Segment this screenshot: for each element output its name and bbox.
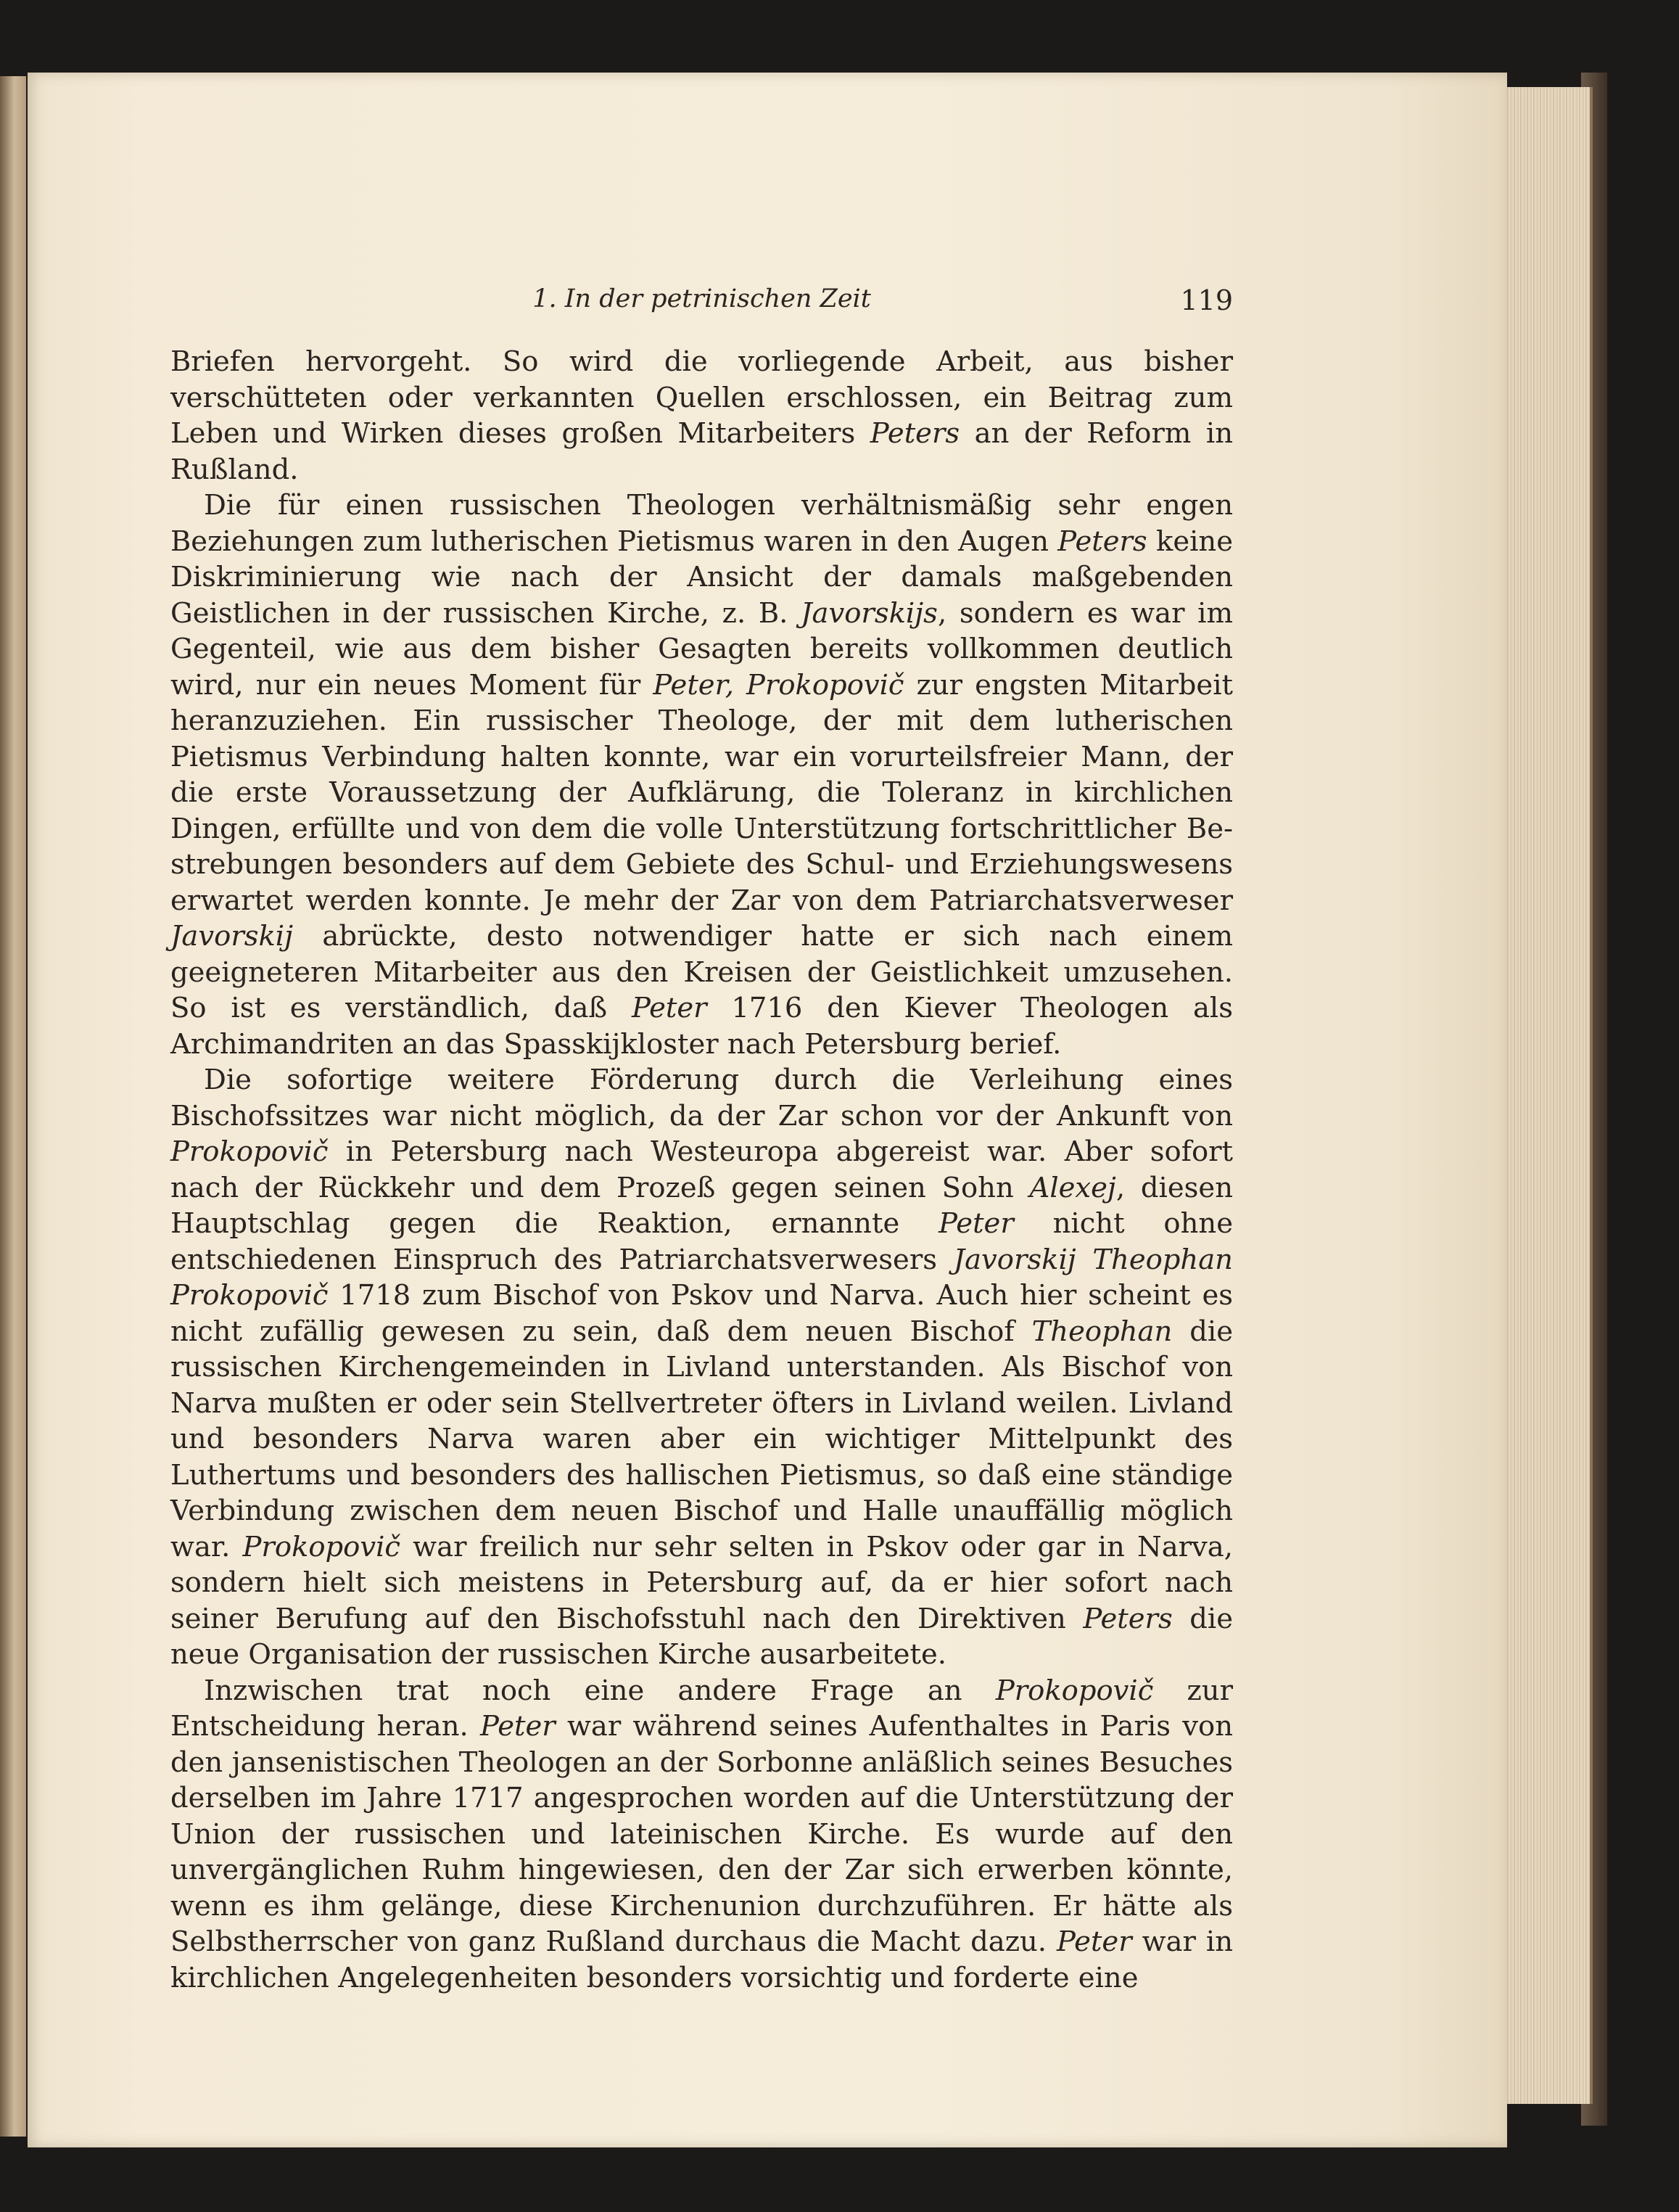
text-run: zur Entscheidung heran.	[170, 1674, 1233, 1743]
text-run: in Petersburg nach Westeuropa abgereist war. Aber sofort nach der Rückkehr und dem Prozeß gegen seinen Sohn	[170, 1135, 1233, 1204]
text-run: 1716 den Kiever Theologen als Archimandriten an das Spasskijkloster nach Petersburg berief.	[170, 992, 1233, 1061]
text-run: die russischen Kirchengemeinden in Livland unterstanden. Als Bischof von Narva mußten er oder sein Stellvertreter öfters in Livland weilen. Livland und besonders Narva waren aber ein wichtiger Mittelpunkt des Luthertums und besonders des hallischen Pietismus, so daß eine ständige Verbindung zwischen dem neuen Bischof und Halle unauffällig möglich war.	[170, 1315, 1234, 1563]
text-run: , diesen Hauptschlag gegen die Reaktion, ernannte	[170, 1171, 1233, 1240]
text-run: Die für einen russischen Theologen verhältnismäßig sehr engen Beziehungen zum lutherischen Pietismus waren in den Augen	[170, 489, 1233, 558]
text-run: , sondern es war im Gegenteil, wie aus dem bisher Gesagten bereits vollkommen deutlich wird, nur ein neues Moment für	[170, 596, 1233, 702]
italic-name: Peter	[480, 1710, 556, 1743]
italic-name: Peters	[870, 417, 960, 450]
text-run: keine Diskriminierung wie nach der Ansicht der damals maßgebenden Geistlichen in der russischen Kirche, z. B.	[170, 525, 1233, 630]
italic-name: Alexej	[1029, 1171, 1116, 1204]
text-run: Die sofortige weitere Förderung durch die Verleihung eines Bischofssitzes war nicht möglich, da der Zar schon vor der Ankunft von	[170, 1064, 1233, 1132]
italic-name: Prokopovič	[170, 1135, 329, 1168]
paragraph-1	[170, 344, 1233, 488]
page-header	[170, 284, 1233, 328]
paragraph-3	[170, 1062, 1233, 1673]
text-run: Inzwischen trat noch eine andere Frage an	[204, 1674, 996, 1707]
italic-name: Javorskij	[170, 920, 294, 953]
italic-name: Peter	[1057, 1925, 1132, 1958]
text-run: zur engsten Mitarbeit heranzuziehen. Ein russischer Theologe, der mit dem lutherischen Pietismus Verbindung halten konnte, war ein vorurteilsfreier Mann, der die erste Voraussetzung der Aufklärung, die Toleranz in kirchlichen Dingen, erfüllte und von dem die volle Unterstützung fortschrittlicher Bestrebungen besonders auf dem Gebiete des Schul- und Erziehungswesens erwartet werden konnte. Je mehr der Zar von dem Patriarchatsverweser	[170, 668, 1233, 917]
italic-name: Prokopovič	[995, 1674, 1154, 1707]
text-run: abrückte, desto notwendiger hatte er sich nach einem geeigneteren Mitarbeiter aus den Kreisen der Geistlichkeit umzusehen. So ist es verständlich, daß	[170, 920, 1233, 1024]
paragraph-4	[170, 1673, 1233, 1997]
text-run: war während seines Aufenthaltes in Paris von den jansenistischen Theologen an der Sorbonne anläßlich seines Besuches derselben im Jahre 1717 angesprochen worden auf die Unterstützung der Union der russischen und lateinischen Kirche. Es wurde auf den unvergänglichen Ruhm hingewiesen, den der Zar sich erwerben könnte, wenn es ihm gelänge, diese Kirchenunion durchzuführen. Er hätte als Selbstherrscher von ganz Rußland durchaus die Macht dazu.	[170, 1710, 1233, 1958]
italic-name: Peters	[1083, 1602, 1173, 1635]
page-number: 119	[1180, 284, 1233, 316]
italic-name: Peters	[1057, 525, 1147, 558]
adjacent-page-edge	[0, 76, 26, 2137]
italic-name: Javorskijs	[801, 596, 938, 630]
text-run: nicht ohne entschiedenen Einspruch des Patriarchatsverwesers	[170, 1207, 1233, 1276]
italic-name: Peter, Prokopovič	[653, 668, 904, 702]
italic-name: Javorskij Theophan Prokopovič	[170, 1243, 1233, 1312]
italic-name: Peter	[631, 992, 707, 1024]
body-text	[170, 344, 1233, 1996]
text-run: 1718 zum Bischof von Pskov und Narva. Auch hier scheint es nicht zufällig gewesen zu sein, daß dem neuen Bischof	[170, 1279, 1233, 1348]
text-run: die neue Organisation der russischen Kirche ausarbeitete.	[170, 1602, 1233, 1671]
italic-name: Peter	[938, 1207, 1014, 1240]
italic-name: Prokopovič	[242, 1530, 400, 1563]
text-run: Briefen hervorgeht. So wird die vorliegende Arbeit, aus bisher verschütteten oder verkannten Quellen erschlossen, ein Beitrag zum Leben und Wirken dieses großen Mitarbeiters	[170, 345, 1233, 450]
paragraph-2	[170, 488, 1233, 1062]
italic-name: Theophan	[1031, 1315, 1173, 1348]
text-run: war in kirchlichen Angelegenheiten besonders vorsichtig und forderte eine	[170, 1925, 1233, 1994]
text-run: war freilich nur sehr selten in Pskov oder gar in Narva, sondern hielt sich meistens in Petersburg auf, da er hier sofort nach seiner Berufung auf den Bischofsstuhl nach den Direktiven	[170, 1530, 1233, 1635]
running-head: 1. In der petrinischen Zeit	[532, 284, 871, 313]
text-run: an der Reform in Rußland.	[170, 417, 1233, 486]
